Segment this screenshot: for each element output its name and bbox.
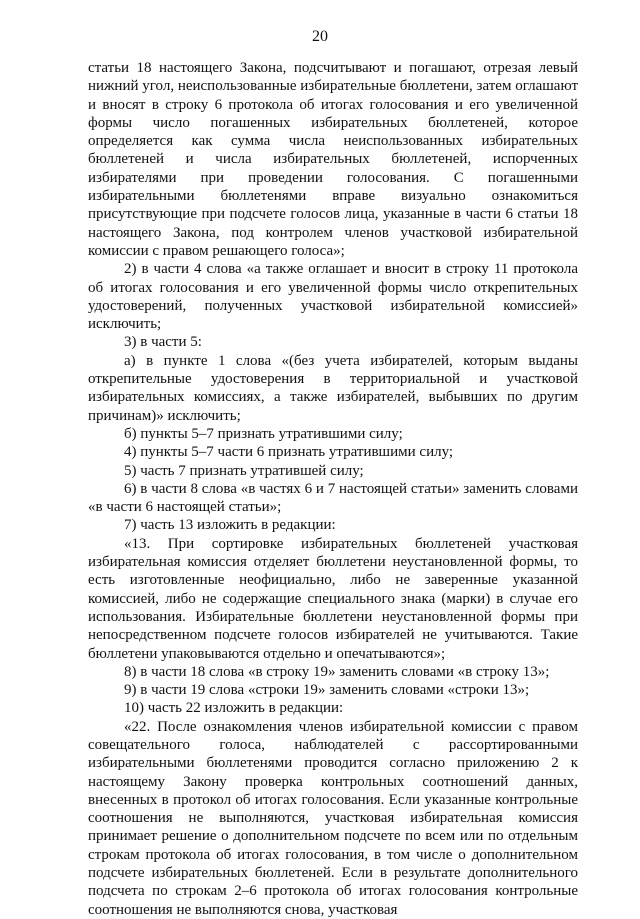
paragraph-p1: 2) в части 4 слова «а также оглашает и вносит в строку 11 протокола об итогах голосования и его увеличенной формы число открепительных удостоверений, полученных участковой избирательной комиссией» исключить; (88, 261, 578, 333)
paragraph-p6: 5) часть 7 признать утратившей силу; (124, 462, 364, 479)
paragraph-p9: «13. При сортировке избирательных бюллетеней участковая избирательная комиссия отделяет бюллетени неустановленной формы, то есть изготовленные неофициально, либо не заверенные указанной комиссией, либо не содержащие специального знака (марки) в случае его использования. Избирательные бюллетени неустановленной формы при непосредственном подсчете голосов избирателей не учитываются. Такие бюллетени упаковываются отдельно и опечатываются»; (88, 535, 578, 662)
paragraph-p5: 4) пункты 5–7 части 6 признать утратившими силу; (124, 444, 454, 461)
paragraph-p2: 3) в части 5: (124, 334, 202, 351)
paragraph-p13: «22. После ознакомления членов избирательной комиссии с правом совещательного голоса, наблюдателей с рассортированными избирательными бюллетенями проводится согласно приложению 2 к настоящему Закону проверка контрольных соотношений данных, внесенных в протокол об итогах голосования. Если указанные контрольные соотношения не выполняются, участковая избирательная комиссия принимает решение о дополнительном подсчете по всем или по отдельным строкам протокола об итогах голосования, в том числе о дополнительном подсчете избирательных бюллетеней. Если в результате дополнительного подсчета по строкам 2–6 протокола об итогах голосования контрольные соотношения не выполняются снова, участковая (88, 718, 578, 918)
paragraph-p3: а) в пункте 1 слова «(без учета избирателей, которым выданы открепительные удостоверения в территориальной и участковой избирательных комиссиях, а также избирателей, выбывших по другим причинам)» исключить; (88, 352, 578, 424)
document-body (88, 59, 578, 919)
paragraph-p0: статьи 18 настоящего Закона, подсчитывают и погашают, отрезая левый нижний угол, неиспользованные избирательные бюллетени, затем оглашают и вносят в строку 6 протокола об итогах голосования и его увеличенной формы число погашенных избирательных бюллетеней, которое определяется как сумма числа неиспользованных избирательных бюллетеней и числа избирательных бюллетеней, испорченных избирателями при проведении голосования. С погашенными избирательными бюллетенями вправе визуально ознакомиться присутствующие при подсчете голосов лица, указанные в части 6 статьи 18 настоящего Закона, под контролем членов участковой избирательной комиссии с правом решающего голоса»; (88, 60, 579, 259)
page-number: 20 (312, 28, 328, 45)
paragraph-p7: 6) в части 8 слова «в частях 6 и 7 настоящей статьи» заменить словами «в части 6 настоящей статьи»; (88, 480, 578, 516)
paragraph-p8: 7) часть 13 изложить в редакции: (124, 517, 336, 534)
paragraph-p11: 9) в части 19 слова «строки 19» заменить словами «строки 13»; (124, 682, 530, 699)
paragraph-p12: 10) часть 22 изложить в редакции: (124, 700, 344, 717)
paragraph-p10: 8) в части 18 слова «в строку 19» заменить словами «в строку 13»; (124, 663, 550, 680)
paragraph-p4: б) пункты 5–7 признать утратившими силу; (124, 425, 403, 442)
